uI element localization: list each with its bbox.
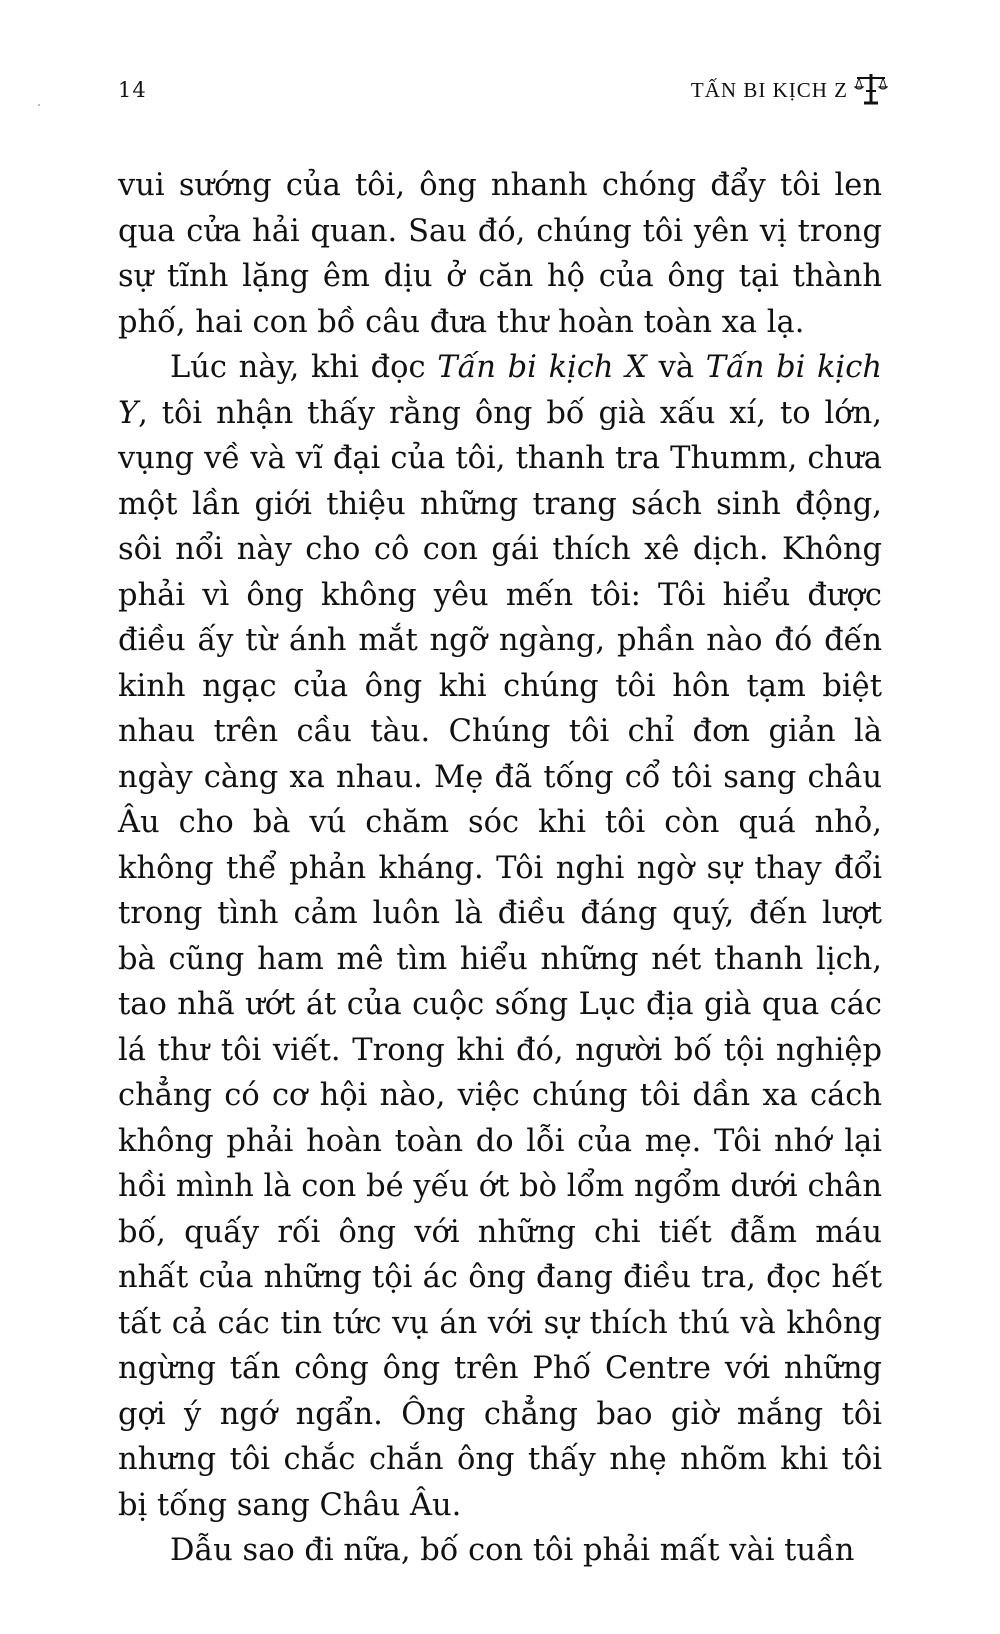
page-number: 14	[118, 78, 147, 102]
paragraph-2	[118, 345, 882, 1528]
running-head-title: TẤN BI KỊCH Z	[690, 78, 848, 102]
body-text	[118, 163, 882, 1574]
book-title-y: Tấn bi kịch Y	[118, 350, 883, 431]
paragraph-2-rest: , tôi nhận thấy rằng ông bố già xấu xí, to lớn, vụng về và vĩ đại của tôi, thanh tra Thumm, chưa một lần giới thiệu những trang sách sinh động, sôi nổi này cho cô con gái thích xê dịch. Không phải vì ông không yêu mến tôi: Tôi hiểu được điều ấy từ ánh mắt ngỡ ngàng, phần nào đó đến kinh ngạc của ông khi chúng tôi hôn tạm biệt nhau trên cầu tàu. Chúng tôi chỉ đơn giản là ngày càng xa nhau. Mẹ đã tống cổ tôi sang châu Âu cho bà vú chăm sóc khi tôi còn quá nhỏ, không thể phản kháng. Tôi nghi ngờ sự thay đổi trong tình cảm luôn là điều đáng quý, đến lượt bà cũng ham mê tìm hiểu những nét thanh lịch, tao nhã ướt át của cuộc sống Lục địa già qua các lá thư tôi viết. Trong khi đó, người bố tội nghiệp chẳng có cơ hội nào, việc chúng tôi dần xa cách không phải hoàn toàn do lỗi của mẹ. Tôi nhớ lại hồi mình là con bé yếu ớt bò lổm ngổm dưới chân bố, quấy rối ông với những chi tiết đẫm máu nhất của những tội ác ông đang điều tra, đọc hết tất cả các tin tức vụ án với sự thích thú và không ngừng tấn công ông trên Phố Centre với những gợi ý ngớ ngẩn. Ông chẳng bao giờ mắng tôi nhưng tôi chắc chắn ông thấy nhẹ nhõm khi tôi bị tống sang Châu Âu.	[118, 395, 882, 1523]
scales-icon	[854, 70, 888, 108]
paragraph-1: vui sướng của tôi, ông nhanh chóng đẩy tôi len qua cửa hải quan. Sau đó, chúng tôi yên vị trong sự tĩnh lặng êm dịu ở căn hộ của ông tại thành phố, hai con bồ câu đưa thư hoàn toàn xa lạ.	[118, 168, 882, 340]
paragraph-2-lead: Lúc này, khi đọc	[170, 350, 438, 385]
paragraph-2-mid: và	[646, 350, 706, 385]
paragraph-3: Dẫu sao đi nữa, bố con tôi phải mất vài tuần	[170, 1533, 855, 1568]
page-header	[118, 72, 882, 112]
scan-speck	[38, 104, 40, 106]
book-title-x: Tấn bi kịch X	[437, 350, 647, 385]
